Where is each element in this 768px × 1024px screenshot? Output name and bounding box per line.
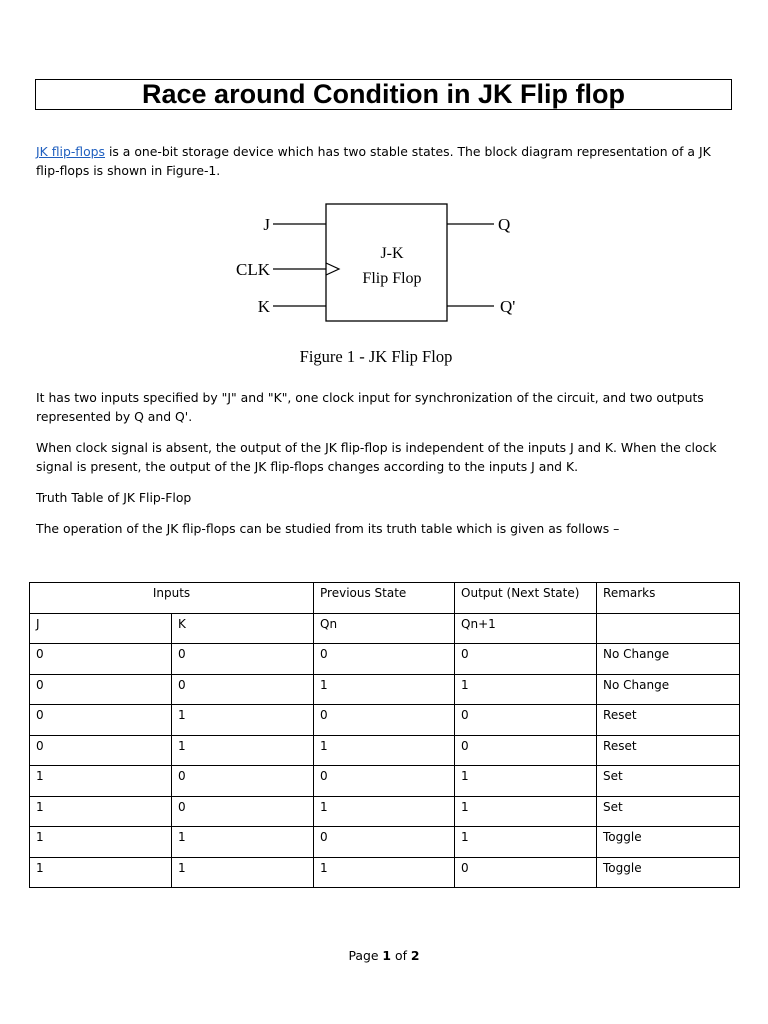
cell-qn: 1 (314, 796, 455, 827)
clock-triangle-icon (326, 263, 339, 275)
cell-qn: 1 (314, 857, 455, 888)
jk-flip-flops-link[interactable]: JK flip-flops (36, 144, 106, 159)
cell-remarks: No Change (597, 644, 740, 675)
table-row (30, 674, 740, 705)
table-row (30, 796, 740, 827)
cell-remarks: Set (597, 796, 740, 827)
q-bar-label: Q' (500, 297, 516, 316)
cell-qn1: 1 (455, 766, 597, 797)
header-previous-state: Previous State (314, 583, 455, 614)
cell-remarks: Toggle (597, 857, 740, 888)
subheader-j: J (30, 613, 172, 644)
block-label-line2: Flip Flop (362, 270, 422, 287)
cell-remarks: Toggle (597, 827, 740, 858)
table-row (30, 827, 740, 858)
jk-flip-flop-diagram (228, 200, 528, 375)
title-box (35, 79, 732, 110)
truth-table-heading: Truth Table of JK Flip-Flop (36, 490, 192, 505)
subheader-qn: Qn (314, 613, 455, 644)
subheader-k: K (172, 613, 314, 644)
intro-paragraph (36, 142, 736, 180)
of-word: of (395, 948, 407, 963)
cell-k: 0 (172, 674, 314, 705)
cell-j: 0 (30, 644, 172, 675)
cell-k: 0 (172, 766, 314, 797)
cell-remarks: Reset (597, 705, 740, 736)
table-group-header-row (30, 583, 740, 614)
table-sub-header-row (30, 613, 740, 644)
header-remarks: Remarks (597, 583, 740, 614)
cell-j: 1 (30, 796, 172, 827)
cell-qn: 0 (314, 644, 455, 675)
table-row (30, 644, 740, 675)
cell-qn: 1 (314, 674, 455, 705)
q-label: Q (498, 215, 511, 234)
paragraph-operation: The operation of the JK flip-flops can be studied from its truth table which is given as follows – (36, 521, 620, 536)
cell-k: 0 (172, 644, 314, 675)
header-output: Output (Next State) (455, 583, 597, 614)
cell-remarks: Reset (597, 735, 740, 766)
table-row (30, 766, 740, 797)
cell-qn1: 1 (455, 796, 597, 827)
header-inputs: Inputs (30, 583, 314, 614)
page-current: 1 (382, 948, 392, 963)
paragraph-inputs: It has two inputs specified by "J" and "K", one clock input for synchronization of the circuit, and two outputs represented by Q and Q'. (36, 390, 704, 424)
cell-qn: 0 (314, 705, 455, 736)
cell-qn1: 0 (455, 705, 597, 736)
cell-qn1: 1 (455, 674, 597, 705)
cell-qn1: 1 (455, 827, 597, 858)
cell-j: 0 (30, 674, 172, 705)
page-title: Race around Condition in JK Flip flop (142, 79, 625, 109)
page-word: Page (348, 948, 379, 963)
subheader-remarks (597, 613, 740, 644)
j-label: J (263, 215, 270, 234)
page-footer (0, 948, 768, 963)
table-row (30, 705, 740, 736)
flip-flop-block (326, 204, 447, 321)
block-label-line1: J-K (380, 245, 404, 262)
cell-k: 0 (172, 796, 314, 827)
cell-qn1: 0 (455, 857, 597, 888)
k-label: K (257, 297, 270, 316)
page-total: 2 (410, 948, 420, 963)
intro-text: is a one-bit storage device which has two stable states. The block diagram representation of a JK flip-flops is shown in Figure-1. (36, 144, 711, 178)
table-row (30, 857, 740, 888)
cell-qn1: 0 (455, 644, 597, 675)
cell-j: 0 (30, 735, 172, 766)
cell-qn: 1 (314, 735, 455, 766)
paragraph-clock: When clock signal is absent, the output of the JK flip-flop is independent of the inputs J and K. When the clock signal is present, the output of the JK flip-flops changes according to the inputs J and K. (36, 440, 717, 474)
cell-k: 1 (172, 827, 314, 858)
cell-j: 1 (30, 766, 172, 797)
figure-caption: Figure 1 - JK Flip Flop (299, 347, 453, 366)
clk-label: CLK (236, 260, 270, 279)
truth-table (29, 582, 740, 888)
cell-qn: 0 (314, 766, 455, 797)
cell-remarks: No Change (597, 674, 740, 705)
table-row (30, 735, 740, 766)
cell-j: 1 (30, 857, 172, 888)
cell-remarks: Set (597, 766, 740, 797)
jk-flip-flop-figure (228, 200, 528, 375)
cell-qn1: 0 (455, 735, 597, 766)
cell-k: 1 (172, 735, 314, 766)
cell-j: 0 (30, 705, 172, 736)
subheader-qn1: Qn+1 (455, 613, 597, 644)
cell-qn: 0 (314, 827, 455, 858)
cell-k: 1 (172, 857, 314, 888)
cell-j: 1 (30, 827, 172, 858)
cell-k: 1 (172, 705, 314, 736)
